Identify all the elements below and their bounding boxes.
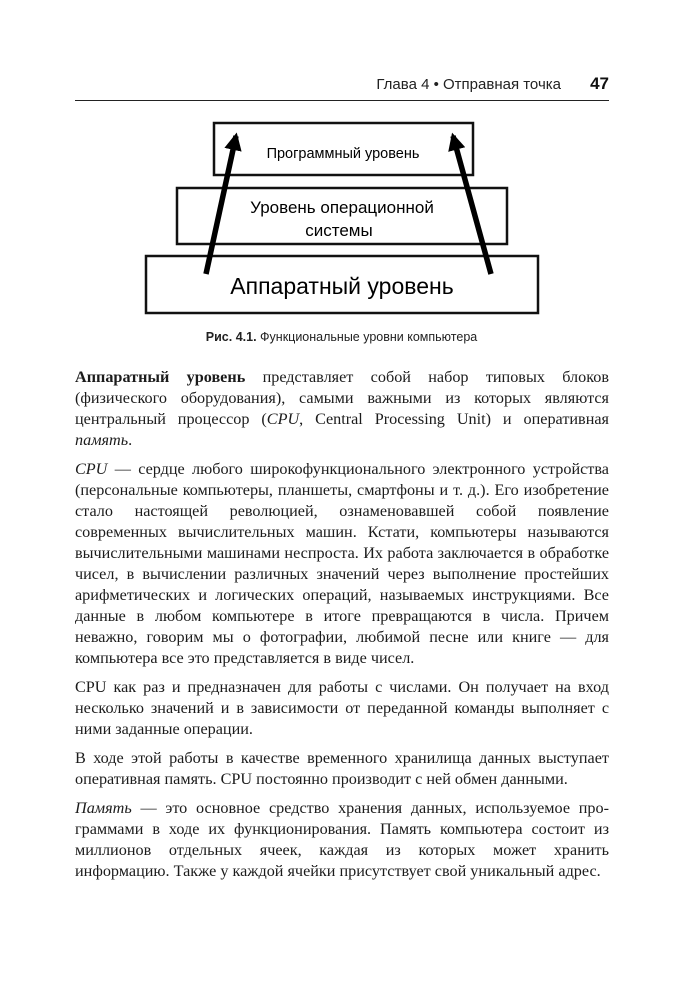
paragraph-text: . xyxy=(128,431,133,449)
levels-diagram xyxy=(0,110,683,320)
term-cpu: CPU xyxy=(75,460,108,478)
paragraph-cpu-numbers: CPU как раз и предназначен для работы с числами. Он получает на вход несколько значений и в зависимости от переданной команды выполняет с ними заданные операции. xyxy=(75,678,609,738)
paragraph-text: — сердце любого широкофункционального электронного устройства (персональные компьютеры, планшеты, смартфоны и т. д.). Его изобретение стало настоящей революцией, ознаменовавшей собой появление современных вычислительных машин. Кстати, компьютеры называются вычислительными машинами неспроста. Их работа заключается в обработке чисел, в вычислении различных значений через выполнение простейших арифметических и логических операций, называемых инструкциями. Все данные в любом компьютере в итоге превращаются в числа. Причем неважно, говорим мы о фотографии, любимой песне или книге — для компьютера все это представляется в виде чисел. xyxy=(75,460,609,667)
paragraph-text: представляет собой набор типовых блоков (физического оборудования), самыми важными из которых являются центральный процессор ( xyxy=(75,368,609,428)
paragraph-cpu xyxy=(75,459,609,669)
figure-functional-levels xyxy=(0,110,683,320)
term-memory: Память xyxy=(75,799,132,817)
body-text xyxy=(75,367,609,890)
caption-number: Рис. 4.1. xyxy=(205,330,257,344)
term-hardware-level: Аппаратный уровень xyxy=(75,368,246,386)
paragraph-text: , Central Processing Unit) и оперативная xyxy=(299,410,609,428)
paragraph-ram: В ходе этой работы в качестве временного хранилища данных выступает оперативная память. CPU постоянно производит с ней обмен данными. xyxy=(75,749,609,788)
page-number: 47 xyxy=(590,74,609,93)
chapter-title: Глава 4 • Отправная точка xyxy=(376,76,561,93)
caption-text: Функциональные уровни компьютера xyxy=(256,330,478,344)
software-level-label: Программный уровень xyxy=(266,146,420,162)
hardware-level-label: Аппаратный уровень xyxy=(230,273,454,299)
os-level-label-line2: системы xyxy=(305,221,373,240)
paragraph-hardware xyxy=(75,367,609,451)
os-level-label-line1: Уровень операционной xyxy=(250,198,434,217)
paragraph-memory xyxy=(75,798,609,882)
paragraph-text: — это основное средство хранения данных, используемое программами в ходе их функционирования. Память компьютера состоит из миллионов отдельных ячеек, каждая из которых может хранить информацию. Также у каждой ячейки присутствует свой уникальный адрес. xyxy=(75,799,609,880)
term-cpu: CPU xyxy=(266,410,300,428)
figure-caption xyxy=(0,330,683,344)
term-memory: память xyxy=(75,431,129,449)
running-header xyxy=(75,72,609,101)
